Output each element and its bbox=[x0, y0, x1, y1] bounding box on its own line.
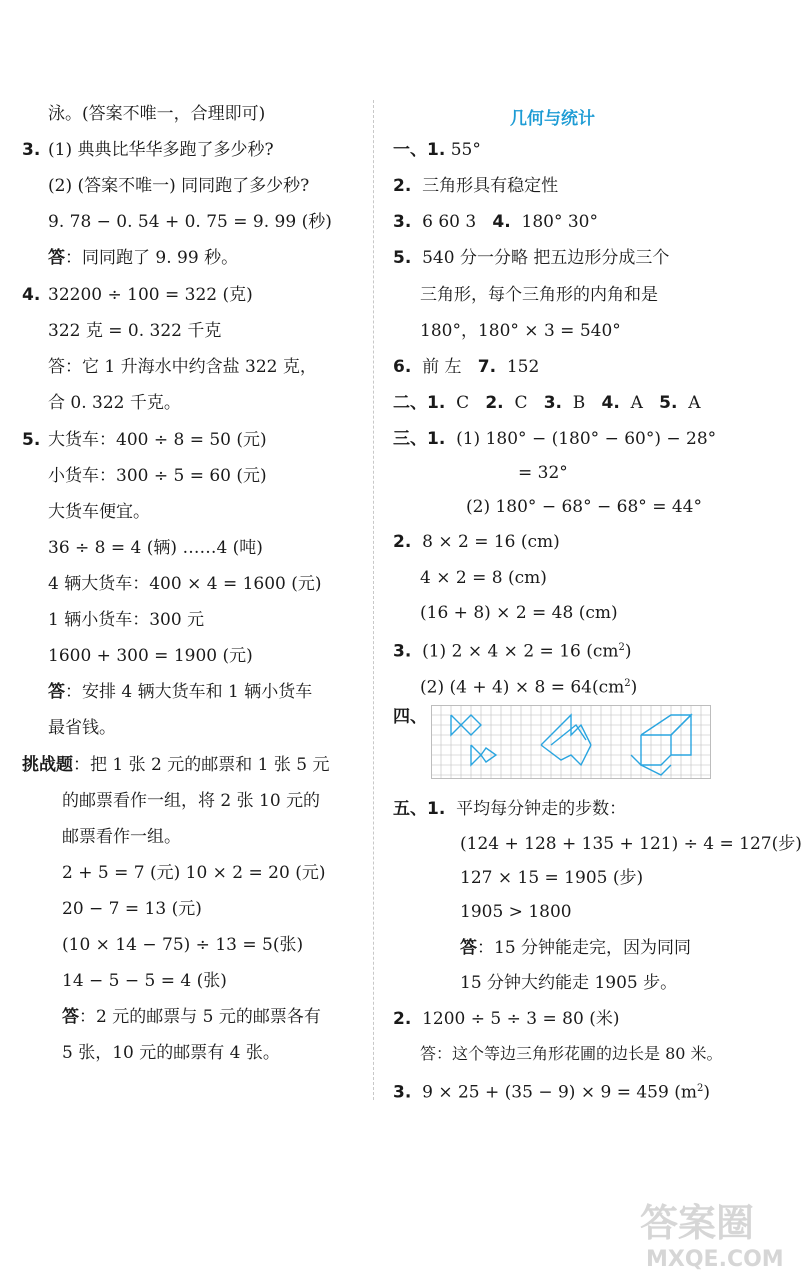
answer-value: 前 左 bbox=[422, 357, 462, 377]
challenge-text: ：把 1 张 2 元的邮票和 1 张 5 元 bbox=[73, 755, 330, 775]
equation-line: 小货车：300 ÷ 5 = 60 (元) bbox=[48, 466, 267, 486]
equation-line bbox=[420, 673, 637, 699]
section-title: 几何与统计 bbox=[510, 109, 595, 129]
equation-line: (10 × 14 − 75) ÷ 13 = 5(张) bbox=[62, 935, 304, 955]
answer-label: 答 bbox=[48, 248, 65, 268]
answer-row bbox=[393, 247, 669, 269]
question-number: 3. bbox=[393, 212, 412, 232]
answer-row bbox=[393, 428, 716, 450]
answer-label: 答 bbox=[460, 938, 477, 958]
question-number: 3. bbox=[393, 1082, 412, 1103]
question-number: 4. bbox=[601, 393, 620, 413]
watermark-line1: 答案圈 bbox=[640, 1201, 755, 1245]
question-number: 5. bbox=[22, 430, 41, 450]
equation: (2) (4 + 4) × 8 = 64(cm bbox=[420, 677, 625, 698]
text-line: 大货车便宜。 bbox=[48, 502, 150, 522]
answer-row bbox=[393, 798, 626, 820]
answer-row bbox=[393, 531, 560, 553]
equation-line: 1600 + 300 = 1900 (元) bbox=[48, 646, 253, 666]
text-line: 最省钱。 bbox=[48, 718, 116, 738]
equation-line: 2 + 5 = 7 (元) 10 × 2 = 20 (元) bbox=[62, 863, 326, 883]
equation: (1) 2 × 4 × 2 = 16 (cm bbox=[422, 641, 619, 662]
equation-line: 322 克 = 0. 322 千克 bbox=[48, 321, 222, 341]
equation-line: 9. 78 − 0. 54 + 0. 75 = 9. 99 (秒) bbox=[48, 212, 332, 232]
question-number: 三、1. bbox=[393, 429, 446, 449]
answer-value: 三角形具有稳定性 bbox=[422, 176, 559, 196]
answer-line bbox=[48, 247, 238, 269]
equation-line: 1905 > 1800 bbox=[460, 902, 572, 922]
question-number: 2. bbox=[393, 532, 412, 552]
equation-line: 14 − 5 − 5 = 4 (张) bbox=[62, 971, 227, 991]
equation: ) bbox=[630, 677, 638, 698]
text-line: 的邮票看作一组，将 2 张 10 元的 bbox=[62, 791, 321, 811]
answer-value: C bbox=[514, 393, 528, 413]
grid-figure bbox=[431, 705, 711, 779]
text-line: 合 0. 322 千克。 bbox=[48, 393, 181, 413]
answer-row bbox=[393, 392, 701, 414]
equation-line: (124 + 128 + 135 + 121) ÷ 4 = 127(步) bbox=[460, 834, 802, 854]
equation-line: 大货车：400 ÷ 8 = 50 (元) bbox=[48, 430, 267, 450]
question-number: 2. bbox=[393, 176, 412, 196]
equation: ) bbox=[624, 641, 632, 662]
answer-row bbox=[393, 637, 632, 663]
question-number: 5. bbox=[659, 393, 678, 413]
text-line: 邮票看作一组。 bbox=[62, 827, 181, 847]
equation-line: = 32° bbox=[518, 463, 568, 483]
equation-line: 32200 ÷ 100 = 322 (克) bbox=[48, 285, 253, 305]
watermark-logo bbox=[636, 1192, 796, 1272]
text-line: 1 辆小货车：300 元 bbox=[48, 610, 205, 630]
column-divider bbox=[373, 100, 374, 1100]
answer-value: C bbox=[456, 393, 470, 413]
watermark-line2: MXQE.COM bbox=[646, 1247, 784, 1272]
answer-row bbox=[393, 139, 481, 161]
answer-value: 55° bbox=[450, 140, 481, 160]
equation: 1200 ÷ 5 ÷ 3 = 80 (米) bbox=[422, 1009, 620, 1029]
equation: 9 × 25 + (35 − 9) × 9 = 459 (m bbox=[422, 1082, 697, 1103]
superscript: 2 bbox=[696, 1083, 704, 1094]
answer-row bbox=[393, 1008, 619, 1030]
answer-row bbox=[393, 356, 539, 378]
answer-text: ：安排 4 辆大货车和 1 辆小货车 bbox=[65, 682, 313, 702]
text-line: 三角形，每个三角形的内角和是 bbox=[420, 285, 658, 305]
equation-line: 20 − 7 = 13 (元) bbox=[62, 899, 202, 919]
text-line: (1) 典典比华华多跑了多少秒? bbox=[48, 140, 274, 160]
answer-text: ：15 分钟能走完，因为同同 bbox=[477, 938, 692, 958]
answer-value: 540 分一分略 把五边形分成三个 bbox=[422, 248, 670, 268]
answer-value: B bbox=[572, 393, 586, 413]
answer-value: A bbox=[630, 393, 643, 413]
challenge-label: 挑战题 bbox=[22, 755, 73, 775]
question-number: 3. bbox=[543, 393, 562, 413]
answer-text: ：同同跑了 9. 99 秒。 bbox=[65, 248, 239, 268]
question-number: 4. bbox=[492, 212, 511, 232]
arrow-shape-1 bbox=[541, 715, 591, 745]
answer-line: 答：这个等边三角形花圃的边长是 80 米。 bbox=[420, 1044, 723, 1063]
answer-value: 6 60 3 bbox=[422, 212, 477, 232]
question-number: 3. bbox=[393, 641, 412, 662]
equation-line: (2) 180° − 68° − 68° = 44° bbox=[466, 497, 702, 517]
answer-value: A bbox=[688, 393, 701, 413]
answer-row bbox=[393, 211, 598, 233]
text: 平均每分钟走的步数： bbox=[456, 799, 627, 819]
answer-label: 答 bbox=[48, 682, 65, 702]
question-number: 4. bbox=[22, 285, 41, 305]
equation: (1) 180° − (180° − 60°) − 28° bbox=[456, 429, 717, 449]
answer-value: 152 bbox=[506, 357, 540, 377]
question-number: 四、 bbox=[393, 707, 427, 727]
answer-text: ：2 元的邮票与 5 元的邮票各有 bbox=[79, 1007, 321, 1027]
question-number: 3. bbox=[22, 140, 41, 160]
text-line: 15 分钟大约能走 1905 步。 bbox=[460, 973, 678, 993]
answer-value: 180° 30° bbox=[521, 212, 598, 232]
answer-line bbox=[460, 937, 691, 959]
answer-label: 答 bbox=[62, 1007, 79, 1027]
challenge-line bbox=[22, 754, 330, 776]
question-number: 6. bbox=[393, 357, 412, 377]
text-line: 5 张，10 元的邮票有 4 张。 bbox=[62, 1043, 280, 1063]
answer-line: 答：它 1 升海水中约含盐 322 克， bbox=[48, 357, 317, 377]
equation-line: 127 × 15 = 1905 (步) bbox=[460, 868, 644, 888]
question-number: 一、1. bbox=[393, 140, 446, 160]
question-number: 7. bbox=[477, 357, 497, 377]
equation: 8 × 2 = 16 (cm) bbox=[422, 532, 560, 552]
question-number: 5. bbox=[393, 248, 412, 268]
text-line: (2) (答案不唯一) 同同跑了多少秒? bbox=[48, 176, 310, 196]
answer-line bbox=[62, 1006, 321, 1028]
answer-row bbox=[393, 1078, 710, 1104]
equation-line: (16 + 8) × 2 = 48 (cm) bbox=[420, 603, 618, 623]
equation-line: 4 辆大货车：400 × 4 = 1600 (元) bbox=[48, 574, 322, 594]
superscript: 2 bbox=[624, 678, 631, 689]
answer-row bbox=[393, 175, 558, 197]
question-number: 2. bbox=[485, 393, 504, 413]
text-line: 泳。(答案不唯一，合理即可) bbox=[48, 104, 266, 124]
equation-line: 180°，180° × 3 = 540° bbox=[420, 321, 621, 341]
question-number: 五、1. bbox=[393, 799, 446, 819]
answer-line bbox=[48, 681, 312, 703]
question-number: 二、1. bbox=[393, 393, 446, 413]
question-number: 2. bbox=[393, 1009, 412, 1029]
superscript: 2 bbox=[618, 642, 625, 653]
box-shape-front bbox=[641, 735, 671, 765]
equation-line: 36 ÷ 8 = 4 (辆) ……4 (吨) bbox=[48, 538, 263, 558]
equation: ) bbox=[703, 1082, 710, 1103]
equation-line: 4 × 2 = 8 (cm) bbox=[420, 568, 547, 588]
